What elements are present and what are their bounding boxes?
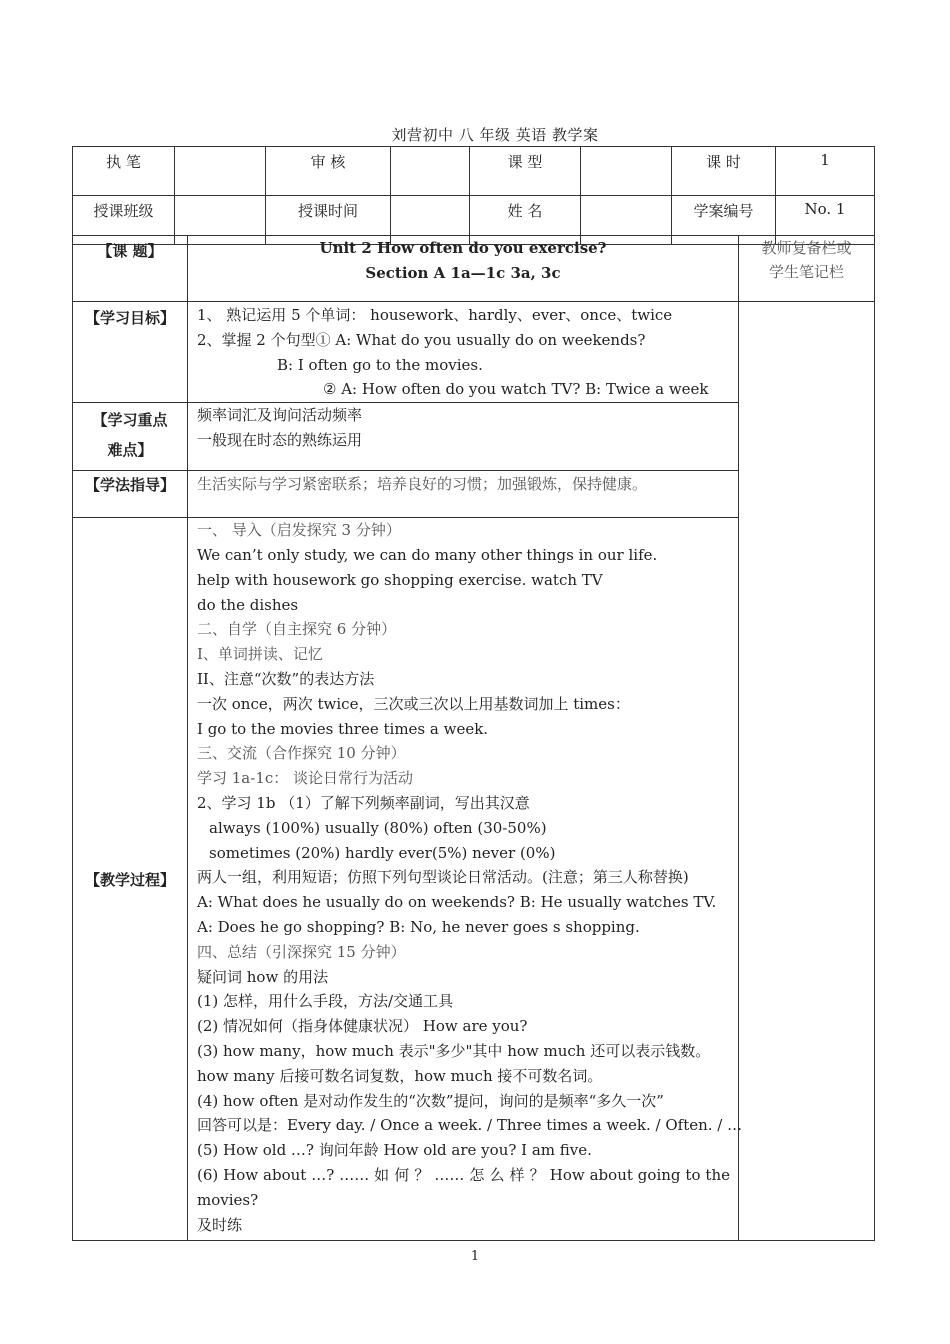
lesson-type-label: 课 型: [470, 147, 581, 196]
goals-line-3: B: I often go to the movies.: [277, 355, 483, 374]
method-label: 【学法指导】: [73, 471, 188, 518]
plan-number-label: 学案编号: [672, 196, 776, 245]
author-label: 执 笔: [73, 147, 175, 196]
process-line: 2、学习 1b （1）了解下列频率副词，写出其汉意: [197, 793, 530, 812]
info-row-1: [73, 147, 875, 196]
lesson-type-field[interactable]: [581, 147, 672, 196]
goals-line-1: 1、 熟记运用 5 个单词： housework、hardly、ever、once、twice: [197, 306, 673, 324]
unit-title: Unit 2 How often do you exercise?: [319, 239, 607, 257]
process-line: sometimes (20%) hardly ever(5%) never (0%): [209, 843, 556, 862]
notes-header: [739, 236, 875, 302]
key-point-2: 一般现在时态的熟练运用: [197, 430, 363, 449]
topic-row: [73, 236, 875, 302]
class-label: 授课班级: [73, 196, 175, 245]
process-line: (2) 情况如何（指身体健康状况） How are you?: [197, 1017, 528, 1036]
process-line: 及时练: [197, 1215, 243, 1234]
period-label: 课 时: [672, 147, 776, 196]
process-line: 一、 导入（启发探究 3 分钟）: [197, 521, 401, 540]
key-points-content: [188, 403, 739, 471]
goals-label: 【学习目标】: [73, 302, 188, 403]
notes-column[interactable]: [739, 302, 875, 1241]
process-line: (5) How old …? 询问年龄 How old are you? I am five.: [197, 1141, 592, 1160]
info-table: [72, 146, 875, 245]
process-line: II、注意“次数”的表达方法: [197, 669, 375, 688]
reviewer-label: 审 核: [266, 147, 391, 196]
document-title: 刘营初中 八 年级 英语 教学案: [391, 126, 599, 144]
plan-number-field[interactable]: No. 1: [776, 196, 875, 245]
lesson-plan-table: [72, 235, 875, 1241]
reviewer-field[interactable]: [391, 147, 470, 196]
process-line: 回答可以是：Every day. / Once a week. / Three times a week. / Often. / …: [197, 1116, 743, 1135]
period-field[interactable]: 1: [776, 147, 875, 196]
notes-header-line-2: 学生笔记栏: [768, 263, 844, 281]
name-label: 姓 名: [470, 196, 581, 245]
goals-line-2: 2、掌握 2 个句型① A: What do you usually do on weekends?: [197, 330, 646, 349]
key-points-label-line-2: 难点】: [107, 441, 153, 460]
process-line: I、单词拼读、记忆: [197, 645, 323, 664]
author-field[interactable]: [175, 147, 266, 196]
process-line: (3) how many，how much 表示"多少"其中 how much 还可以表示钱数。: [197, 1041, 711, 1060]
goals-line-4: ② A: How often do you watch TV? B: Twice a week: [323, 380, 709, 399]
process-line: 两人一组，利用短语；仿照下列句型谈论日常活动。(注意；第三人称替换): [197, 868, 689, 887]
process-line: do the dishes: [197, 595, 299, 614]
process-line: (4) how often 是对动作发生的“次数”提问，询问的是频率“多久一次”: [197, 1091, 664, 1110]
process-line: movies?: [197, 1190, 259, 1209]
process-line: We can’t only study, we can do many other things in our life.: [197, 545, 658, 564]
key-points-label-line-1: 【学习重点: [92, 411, 168, 430]
process-line: 一次 once，两次 twice，三次或三次以上用基数词加上 times：: [197, 694, 630, 713]
process-line: always (100%) usually (80%) often (30-50%): [209, 818, 547, 837]
process-line: (1) 怎样，用什么手段，方法/交通工具: [197, 992, 454, 1011]
process-line: help with housework go shopping exercise. watch TV: [197, 570, 603, 589]
key-point-1: 频率词汇及询问活动频率: [197, 406, 363, 425]
goals-content: [188, 302, 739, 403]
process-line: 二、自学（自主探究 6 分钟）: [197, 620, 397, 639]
process-line: A: Does he go shopping? B: No, he never goes s shopping.: [197, 917, 640, 936]
notes-header-line-1: 教师复备栏或: [761, 239, 852, 257]
process-line: (6) How about …? …… 如 何 ？ …… 怎 么 样 ？ How about going to the: [197, 1165, 730, 1184]
process-line: 四、总结（引深探究 15 分钟）: [197, 942, 406, 961]
page-number: 1: [470, 1249, 480, 1264]
process-content: [188, 518, 743, 1241]
topic-content: [188, 236, 739, 302]
section-title: Section A 1a—1c 3a, 3c: [365, 264, 561, 282]
process-line: I go to the movies three times a week.: [197, 719, 489, 738]
goals-row: [73, 302, 875, 403]
method-content: 生活实际与学习紧密联系；培养良好的习惯；加强锻炼，保持健康。: [188, 471, 739, 518]
topic-label: 【课 题】: [73, 236, 188, 302]
process-line: how many 后接可数名词复数，how much 接不可数名词。: [197, 1066, 603, 1085]
time-label: 授课时间: [266, 196, 391, 245]
process-line: 三、交流（合作探究 10 分钟）: [197, 744, 406, 763]
process-line: 疑问词 how 的用法: [197, 967, 329, 986]
process-line: A: What does he usually do on weekends? B: He usually watches TV.: [197, 893, 717, 912]
process-line: 学习 1a-1c： 谈论日常行为活动: [197, 769, 414, 788]
key-points-label: [73, 403, 188, 471]
process-label: 【教学过程】: [73, 518, 188, 1241]
